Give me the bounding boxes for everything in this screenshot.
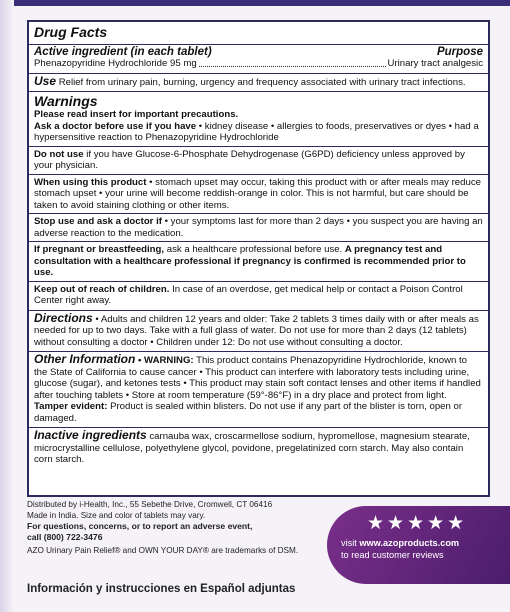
- warnings-section: [29, 92, 488, 311]
- leader-dots: [199, 66, 386, 67]
- promo-website-link[interactable]: www.azoproducts.com: [359, 538, 460, 548]
- reviews-promo-banner: [327, 506, 510, 584]
- spanish-info: Información y instrucciones en Español adjuntas: [27, 583, 296, 595]
- stop-use-text: • your symptoms last for more than 2 days • you suspect you are having an adverse reaction to the medication.: [34, 216, 483, 239]
- inactive-ingredients-section: [29, 428, 488, 469]
- ask-doctor-block: [34, 121, 483, 144]
- phone-line: call (800) 722-3476: [27, 531, 103, 542]
- keep-out-lead: Keep out of reach of children.: [34, 283, 170, 295]
- directions-section: [29, 311, 488, 353]
- left-edge: [0, 0, 14, 612]
- directions-text: • Adults and children 12 years and older: Take 2 tablets 3 times daily with or after meals as needed for up to two days. Take with a full glass of water. Do not use for more than 2 days (12 tablets) without consulting a doctor • Children under 12: Do not use without consulting a doctor.: [34, 313, 479, 348]
- use-section: [29, 74, 488, 93]
- drug-facts-title: Drug Facts: [34, 24, 108, 40]
- promo-visit-line: [341, 538, 459, 548]
- distributor-info: [27, 500, 327, 557]
- do-not-use-block: [29, 146, 488, 172]
- keep-out-text: In case of an overdose, get medical help or contact a Poison Control Center right away.: [34, 283, 463, 306]
- tamper-evident-lead: Tamper evident:: [34, 401, 108, 412]
- star-rating-icon: ★★★★★: [367, 513, 468, 534]
- trademarks-line: AZO Urinary Pain Relief® and OWN YOUR DAY® are trademarks of DSM.: [27, 546, 299, 555]
- directions-heading: Directions: [34, 310, 93, 325]
- drug-facts-header: [29, 22, 488, 45]
- promo-reviews-text: to read customer reviews: [341, 550, 444, 560]
- inactive-text: carnauba wax, croscarmellose sodium, hypromellose, magnesium stearate, microcrystalline cellulose, polyethylene glycol, povidone, pregelatinized corn starch. May also contain corn starch.: [34, 431, 470, 465]
- other-info-text: This product contains Phenazopyridine Hydrochloride, known to the State of California to cause cancer • This product can interfere with laboratory tests including urine, glucose (sugar), and ketones tests • This product may stain soft contact lenses and other items if handled after touching tablets • Store at room temperature (59°-86°F) in a dry place and protect from light.: [34, 355, 481, 401]
- purpose-heading: Purpose: [436, 45, 483, 58]
- pregnancy-lead: If pregnant or breastfeeding,: [34, 244, 165, 255]
- warnings-heading: Warnings: [34, 93, 98, 109]
- use-heading: Use: [34, 73, 57, 88]
- questions-line: For questions, concerns, or to report an adverse event,: [27, 521, 253, 531]
- other-information-section: [29, 352, 488, 428]
- use-text: Relief from urinary pain, burning, urgency and frequency associated with urinary tract infections.: [58, 76, 466, 88]
- active-ingredient-section: [29, 45, 488, 74]
- do-not-use-lead: Do not use: [34, 148, 84, 160]
- ask-doctor-text: • kidney disease • allergies to foods, preservatives or dyes • had a hypersensitive reaction to Phenazopyridine Hydrochloride: [34, 120, 479, 143]
- when-using-text: • stomach upset may occur, taking this product with or after meals may reduce stomach upset • your urine will become reddish-orange in color. This is not harmful, but care should be taken to avoid staining clothing or other items.: [34, 176, 481, 211]
- distributed-by: Distributed by i-Health, Inc., 55 Sebethe Drive, Cromwell, CT 06416: [27, 500, 273, 509]
- pregnancy-block: [29, 241, 488, 279]
- warnings-insert: Please read insert for important precautions.: [34, 109, 239, 120]
- stop-use-lead: Stop use and ask a doctor if: [34, 216, 162, 227]
- ingredient-purpose: Urinary tract analgesic: [387, 58, 483, 69]
- made-in: Made in India. Size and color of tablets may vary.: [27, 510, 206, 520]
- active-heading: Active ingredient (in each tablet): [34, 45, 212, 58]
- inactive-heading: Inactive ingredients: [34, 428, 147, 442]
- do-not-use-text: if you have Glucose-6-Phosphate Dehydrogenase (G6PD) deficiency unless approved by your physician.: [34, 148, 465, 171]
- keep-out-block: [29, 281, 488, 307]
- other-info-warning-lead: • WARNING:: [138, 355, 194, 366]
- stop-use-block: [29, 213, 488, 239]
- promo-visit: visit: [341, 538, 357, 548]
- drug-facts-box: [27, 20, 490, 497]
- ingredient-name: Phenazopyridine Hydrochloride 95 mg: [34, 58, 197, 69]
- pregnancy-text: ask a healthcare professional before use.: [166, 244, 343, 255]
- other-info-heading: Other Information: [34, 352, 136, 366]
- ask-doctor-lead: Ask a doctor before use if you have: [34, 120, 197, 132]
- pregnancy-bold-text: A pregnancy test and consultation with a healthcare professional if pregnancy is confirmed is recommended prior to use.: [34, 244, 466, 278]
- tamper-evident-text: Product is sealed within blisters. Do not use if any part of the blister is torn, open or damaged.: [34, 401, 463, 424]
- when-using-lead: When using this product: [34, 176, 147, 188]
- when-using-block: [29, 174, 488, 212]
- top-edge: [0, 0, 510, 6]
